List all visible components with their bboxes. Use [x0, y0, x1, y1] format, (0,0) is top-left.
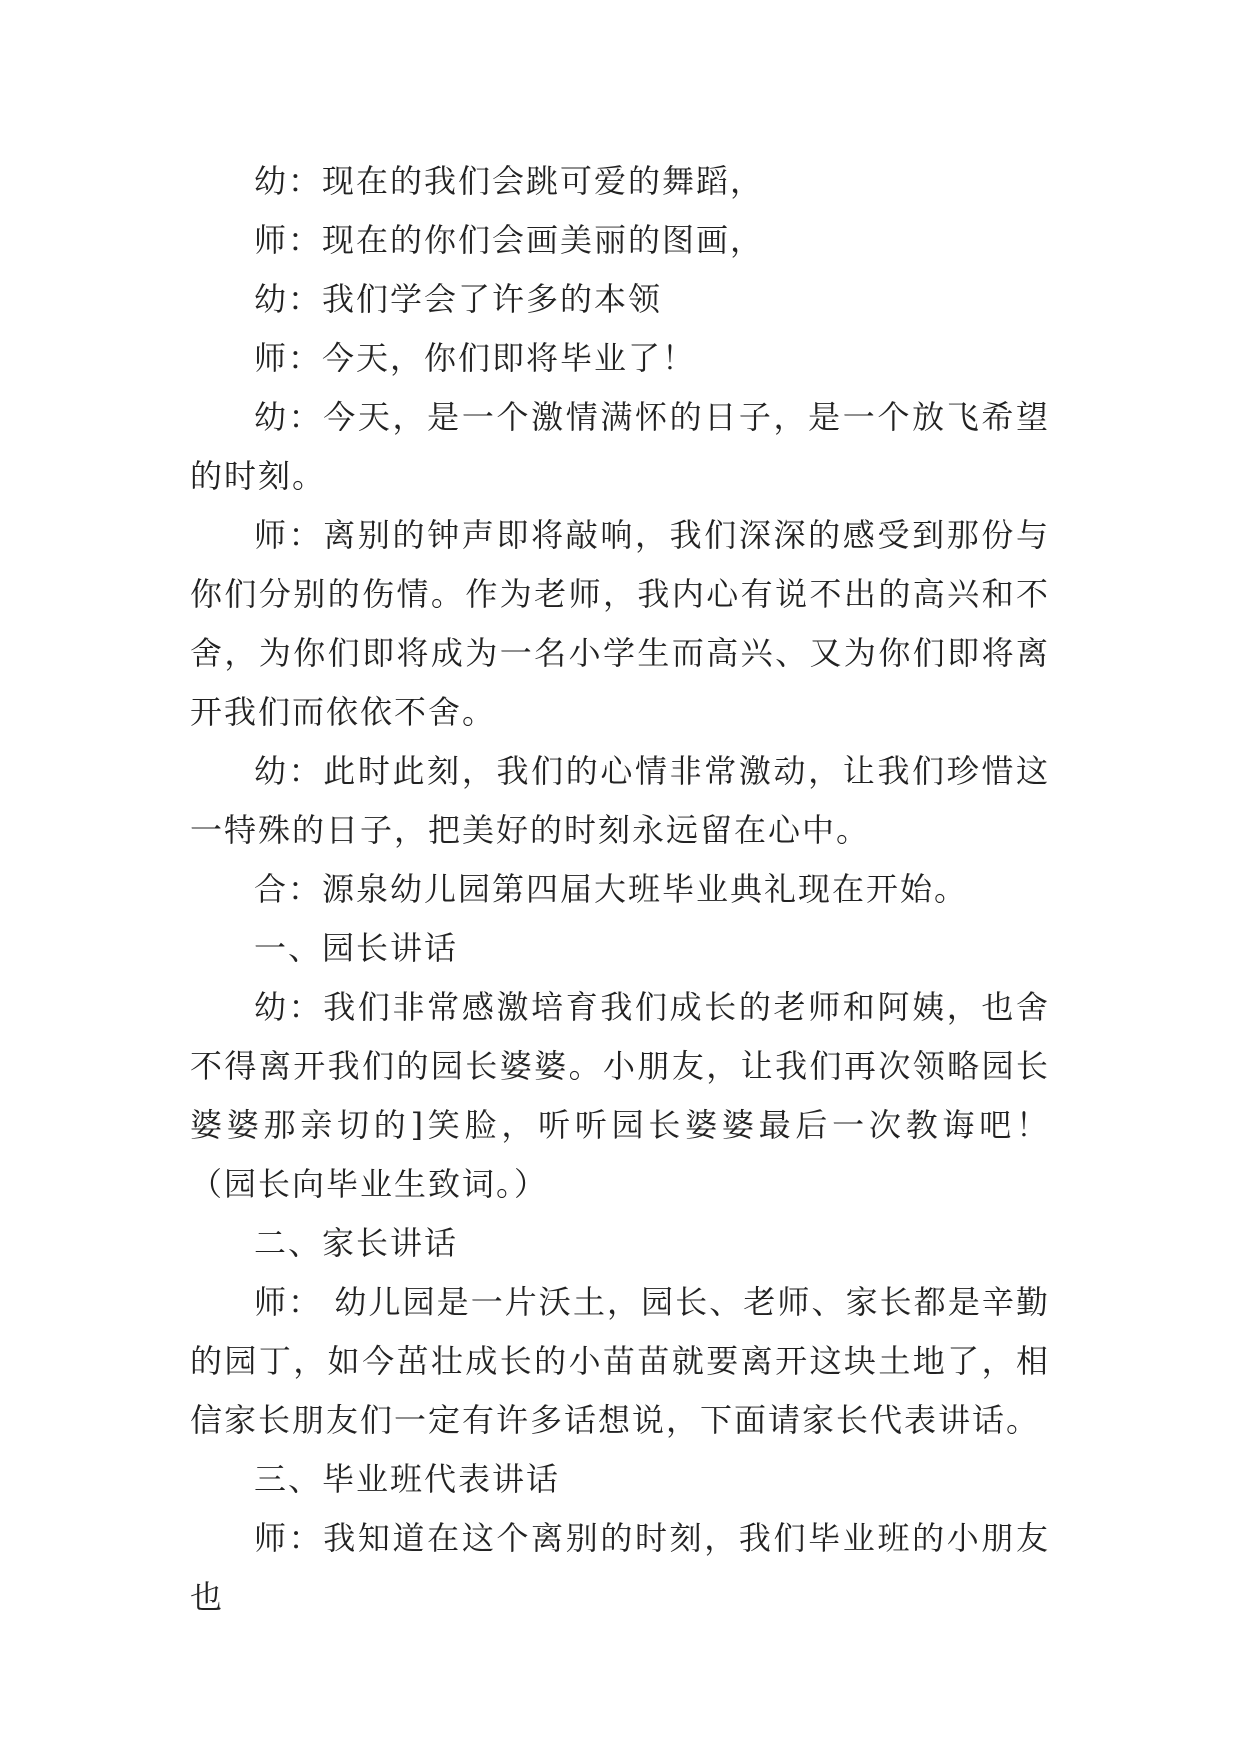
paragraph: 师：今天，你们即将毕业了！ [254, 339, 697, 377]
paragraph: 幼：此时此刻，我们的心情非常激动，让我们珍惜这一特殊的日子，把美好的时刻永远留在心中。 [190, 752, 1050, 849]
paragraph: 幼：现在的我们会跳可爱的舞蹈， [254, 162, 765, 200]
paragraph: 师：离别的钟声即将敲响，我们深深的感受到那份与你们分别的伤情。作为老师，我内心有说不出的高兴和不舍，为你们即将成为一名小学生而高兴、又为你们即将离开我们而依依不舍。 [190, 516, 1050, 731]
paragraph: 幼：今天，是一个激情满怀的日子，是一个放飞希望的时刻。 [190, 398, 1050, 495]
section-heading: 二、家长讲话 [254, 1224, 459, 1262]
paragraph: 师：我知道在这个离别的时刻，我们毕业班的小朋友也 [190, 1519, 1050, 1616]
paragraph: 幼：我们非常感激培育我们成长的老师和阿姨，也舍不得离开我们的园长婆婆。小朋友，让我们再次领略园长婆婆那亲切的]笑脸，听听园长婆婆最后一次教诲吧！（园长向毕业生致词。） [190, 988, 1050, 1203]
paragraph: 幼：我们学会了许多的本领 [254, 280, 663, 318]
section-heading: 三、毕业班代表讲话 [254, 1460, 561, 1498]
paragraph: 合：源泉幼儿园第四届大班毕业典礼现在开始。 [254, 870, 969, 908]
paragraph: 师：现在的你们会画美丽的图画， [254, 221, 765, 259]
document-body [190, 152, 1050, 1627]
paragraph: 师： 幼儿园是一片沃土，园长、老师、家长都是辛勤的园丁，如今茁壮成长的小苗苗就要离开这块土地了，相信家长朋友们一定有许多话想说，下面请家长代表讲话。 [190, 1283, 1050, 1439]
section-heading: 一、园长讲话 [254, 929, 459, 967]
